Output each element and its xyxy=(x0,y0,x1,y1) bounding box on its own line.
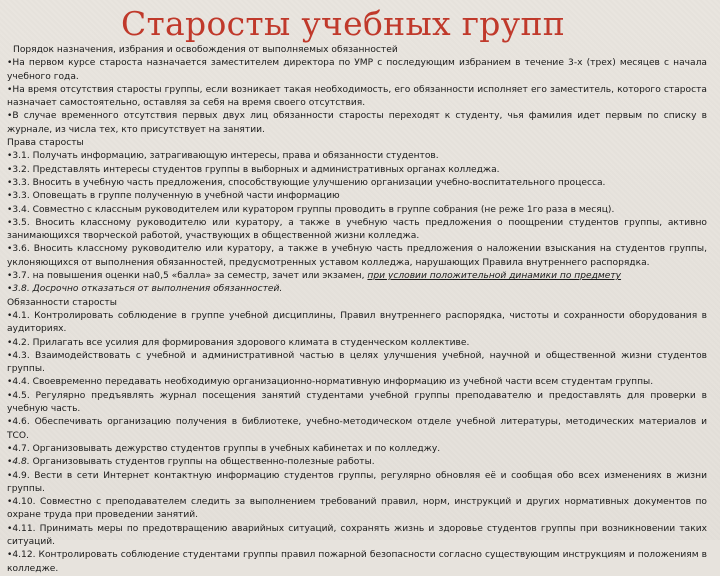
list-item: •4.5. Регулярно предъявлять журнал посещения занятий студентами учебной группы преподавателю и предоставлять для проверки в учебную часть. xyxy=(7,390,707,415)
list-item: •3.5. Вносить классному руководителю или куратору, а также в учебную часть предложения о поощрении студентов группы, активно занимающихся творческой работой, участвующих в общественной жизни колледжа. xyxy=(7,217,707,242)
intro-heading: Порядок назначения, избрания и освобождения от выполняемых обязанностей xyxy=(13,45,398,55)
list-item: •4.1. Контролировать соблюдение в группе учебной дисциплины, Правил внутреннего распорядка, чистоты и сохранности оборудования в аудиториях. xyxy=(7,310,707,335)
page-title: Старосты учебных групп xyxy=(120,4,566,43)
list-item: •4.3. Взаимодействовать с учебной и административной частью в целях улучшения учебной, научной и общественной жизни студентов группы. xyxy=(7,350,707,375)
list-item: •3.3. Оповещать в группе полученную в учебной части информацию xyxy=(7,191,340,202)
list-item: •4.10. Совместно с преподавателем следить за выполнением требований правил, норм, инструкций и других нормативных документов по охране труда при проведении занятий. xyxy=(7,497,707,521)
document-body xyxy=(7,44,707,576)
list-item: •3.4. Совместно с классным руководителем или куратором группы проводить в группе собрания (не реже 1го раза в месяц). xyxy=(7,204,615,215)
list-item: •4.2. Прилагать все усилия для формирования здорового климата в студенческом коллективе. xyxy=(7,337,470,348)
list-item xyxy=(7,270,707,283)
list-item-text: Организовывать студентов группы на общественно-полезные работы. xyxy=(32,457,375,468)
list-item: •4.12. Контролировать соблюдение студентами группы правил пожарной безопасности согласно существующим инструкциям и положениям в колледже. xyxy=(7,550,707,574)
list-item: •3.8. Досрочно отказаться от выполнения обязанностей. xyxy=(7,284,283,295)
list-item: •3.2. Представлять интересы студентов группы в выборных и административных органах колледжа. xyxy=(7,164,500,175)
list-item: •4.11. Принимать меры по предотвращению аварийных ситуаций, сохранять жизнь и здоровье студентов группы при возникновении таких ситуаций. xyxy=(7,523,707,547)
paragraph: •На первом курсе староста назначается заместителем директора по УМР с последующим избранием в течение 3-х (трех) месяцев с начала учебного года. xyxy=(7,58,707,82)
list-item: •3.6. Вносить классному руководителю или куратору, а также в учебную часть предложения о наложении взыскания на студентов группы, уклоняющихся от выполнения обязанностей, предусмотренных уставом колледжа, нарушающих Правила внутреннего распорядка. xyxy=(7,244,707,268)
list-item: •4.6. Обеспечивать организацию получения в библиотеке, учебно-методическом отделе учебной литературы, методических материалов и ТСО. xyxy=(7,417,707,441)
list-item: •3.1. Получать информацию, затрагивающую интересы, права и обязанности студентов. xyxy=(7,151,439,162)
underlined-text: при условии положительной динамики по предмету xyxy=(367,271,622,282)
list-item: •4.9. Вести в сети Интернет контактную информацию студентов группы, регулярно обновляя её и сообщая обо всех изменениях в жизни группы. xyxy=(7,470,707,494)
list-item: •4.4. Своевременно передавать необходимую организационно-нормативную информацию из учебной части всем студентам группы. xyxy=(7,377,654,388)
list-item xyxy=(7,456,707,469)
list-item-number: •4.8. xyxy=(7,457,33,468)
list-item: •4.7. Организовывать дежурство студентов группы в учебных кабинетах и по колледжу. xyxy=(7,443,441,454)
list-item-text: •3.7. на повышения оценки на0,5 «балла» за семестр, зачет или экзамен, xyxy=(7,271,368,282)
section-heading-duties: Обязанности старосты xyxy=(7,297,117,308)
section-heading-rights: Права старосты xyxy=(7,138,84,149)
paragraph: •На время отсутствия старосты группы, если возникает такая необходимость, его обязанности исполняет его заместитель, которого староста назначает самостоятельно, оставляя за себя на время своего отсутствия. xyxy=(7,84,707,109)
list-item: •3.3. Вносить в учебную часть предложения, способствующие улучшению организации учебно-воспитательного процесса. xyxy=(7,177,606,188)
paragraph: •В случае временного отсутствия первых двух лиц обязанности старосты переходят к студенту, чья фамилия идет первым по списку в журнале, из числа тех, кто присутствует на занятии. xyxy=(7,111,707,135)
